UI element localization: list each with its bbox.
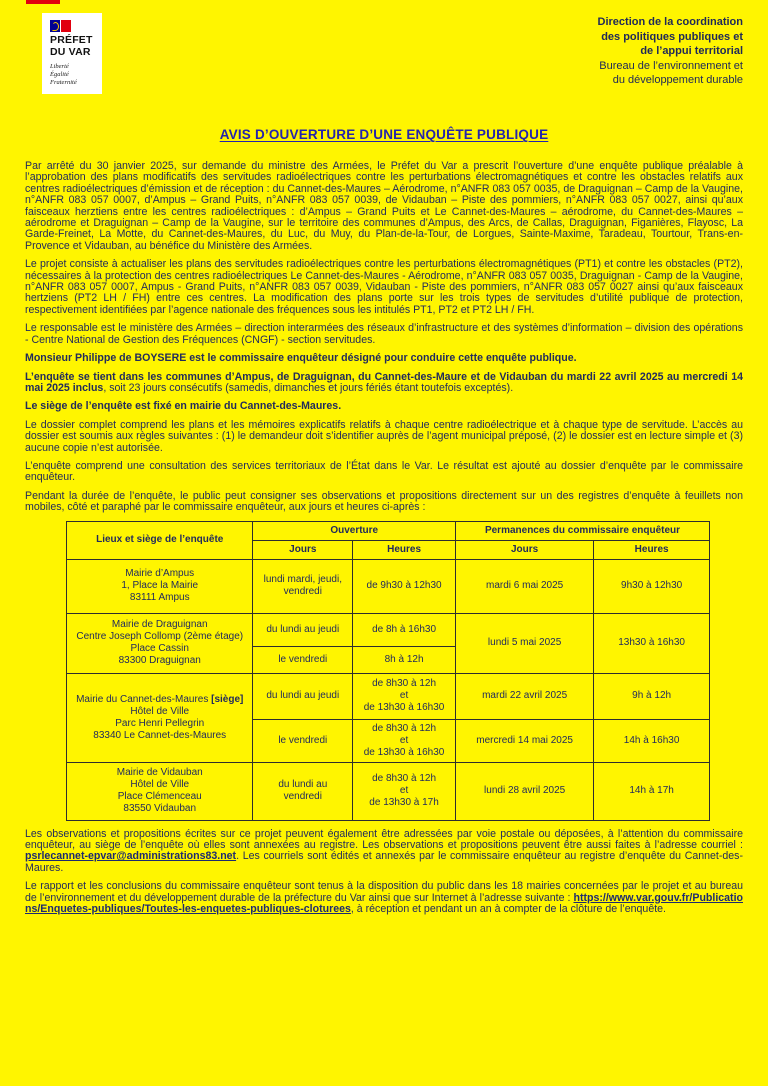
motto-liberte: Liberté <box>50 63 69 70</box>
vidauban-permanence-jours: lundi 28 avril 2025 <box>456 762 594 820</box>
draguignan-permanence-heures: 13h30 à 16h30 <box>594 613 710 673</box>
paragraph-siege <box>25 401 743 412</box>
cannet-ouverture-jours-1: du lundi au jeudi <box>253 673 353 719</box>
motto-fraternite: Fraternité <box>50 79 77 86</box>
cannet-heures2-line1: de 8h30 à 12h <box>372 722 437 734</box>
table-row-ampus <box>67 559 710 613</box>
header-lieux: Lieux et siège de l’enquête <box>67 521 253 559</box>
email-link[interactable]: psrlecannet-epvar@administrations83.net <box>25 850 237 863</box>
table-row-draguignan-1 <box>67 613 710 646</box>
flag-red-block <box>61 20 71 32</box>
draguignan-ouverture-jours-2: le vendredi <box>253 646 353 673</box>
scan-artifact-mark <box>26 0 60 4</box>
cannet-permanence-heures-2: 14h à 16h30 <box>594 719 710 762</box>
draguignan-address <box>67 613 253 673</box>
paragraph-commissaire <box>25 353 743 364</box>
paragraph-rapport <box>25 881 743 915</box>
paragraph-projet: Le projet consiste à actualiser les plans des servitudes radioélectriques contre les perturbations électromagnétiques (PT1) et contre les obstacles (PT2), nécessaires à la protection des centres radioélectriques Le Cannet-des-Maures - Aérodrome, n°ANFR 083 057 0035, Draguignan - Camp de la Vaugine, n°ANFR 083 057 0007, Ampus - Grand Puits, n°ANFR 083 057 0039, Vidauban - Piste des pommiers, n°ANFR 083 057 0027 ainsi qu’aux faisceaux hertziens (PT2 LH / FH) entre ces centres. La modification des plans porte sur les trois types de servitudes d’utilité publique de protection, respectivement identifiées par l’agence nationale des fréquences sous les intitulés PT1, PT2 et PT2 LH / FH. <box>25 258 743 316</box>
header-ouverture-jours: Jours <box>253 540 353 559</box>
header-permanences-jours: Jours <box>456 540 594 559</box>
paragraph-dates-enquete <box>25 372 743 395</box>
paragraph-responsable: Le responsable est le ministère des Armées – direction interarmées des réseaux d’infrastructure et des systèmes d’information – division des opérations - Centre National de Gestion des Fréquences (CNGF) - section servitudes. <box>25 322 743 346</box>
vidauban-heures-line1: de 8h30 à 12h <box>372 773 437 785</box>
vidauban-address <box>67 762 253 820</box>
cannet-heures2-line3: de 13h30 à 16h30 <box>363 746 445 758</box>
cannet-permanence-heures-1: 9h à 12h <box>594 673 710 719</box>
vidauban-address-line2: Hôtel de Ville <box>130 779 190 791</box>
flag-blue-block <box>50 20 60 32</box>
service-line-4: Bureau de l’environnement et <box>599 59 743 72</box>
draguignan-ouverture-heures-1: de 8h à 16h30 <box>353 613 456 646</box>
service-line-5: du développement durable <box>612 74 743 86</box>
issuing-service-block <box>598 13 743 88</box>
cannet-permanence-jours-2: mercredi 14 mai 2025 <box>456 719 594 762</box>
draguignan-ouverture-jours-1: du lundi au jeudi <box>253 613 353 646</box>
notice-body <box>25 161 743 915</box>
schedule-table <box>66 521 710 821</box>
paragraph-arrete: Par arrêté du 30 janvier 2025, sur demande du ministre des Armées, le Préfet du Var a prescrit l’ouverture d’une enquête publique préalable à l’approbation des plans modificatifs des servitudes radioélectriques contre les perturbations électromagnétiques et contre les obstacles relatifs aux centres radioélectriques d’émission et de réception : du Cannet-des-Maures – Aérodrome, n°ANFR 083 057 0035, de Draguignan – Camp de la Vaugine, n°ANFR 083 057 0007, d’Ampus – Grand Puits, n°ANFR 083 057 0039, de Vidauban – Piste des pommiers, n°ANFR 083 057 0027, ainsi qu’aux faisceaux herztiens entre les centres radioélectriques : d’Ampus – Grand Puits et Le Cannet-des-Maures – aérodrome, du Cannet-des-Maures – aérodrome et Draguignan – Camp de la Vaugine, sur le territoire des communes d’Ampus, des Arcs, de Callas, Draguignan, Figanières, Flayosc, La Garde-Freinet, La Motte, du Cannet-des-Maures, du Luc, du Muy, du Plan-de-la-Tour, de Lorgues, Sainte-Maxime, Taradeau, Tourtour, Trans-en-Provence et Vidauban, au bénéfice du Ministère des Armées. <box>25 160 743 252</box>
publication-url-link[interactable]: https://www.var.gouv.fr/Publications/Enquetes-publiques/Toutes-les-enquetes-publiques-cloturees <box>25 891 743 915</box>
vidauban-heures-line3: de 13h30 à 17h <box>369 797 439 809</box>
draguignan-address-line4: 83300 Draguignan <box>118 655 201 667</box>
dates-enquete-rest: , soit 23 jours consécutifs (samedis, dimanches et jours fériés étant toutefois exceptés). <box>103 381 514 394</box>
paragraph-registres: Pendant la durée de l’enquête, le public peut consigner ses observations et propositions directement sur un des registres d’enquête à feuillets non mobiles, côté et paraphé par le commissaire enquêteur, aux jours et heures ci-après : <box>25 489 743 514</box>
motto-egalite: Égalité <box>50 71 69 78</box>
rapport-text-before: Le rapport et les conclusions du commissaire enquêteur sont tenus à la disposition du public dans les 18 mairies concernées par le projet et au bureau de l’environnement et du développement durable de la préfecture du Var ainsi que sur Internet à l’adresse suivante : <box>25 880 743 904</box>
vidauban-ouverture-heures <box>353 762 456 820</box>
logo-motto <box>50 63 102 87</box>
service-line-2: des politiques publiques et <box>601 30 743 43</box>
cannet-address <box>67 673 253 762</box>
cannet-address-name: Mairie du Cannet-des-Maures <box>76 693 212 705</box>
rapport-text-after: , à réception et pendant un an à compter de la clôture de l’enquête. <box>350 903 666 915</box>
service-line-1: Direction de la coordination <box>597 16 743 28</box>
dates-enquete-bold: L’enquête se tient dans les communes d’Ampus, de Draguignan, du Cannet-des-Maure et de Vidauban du mardi 22 avril 2025 au mercredi 14 mai 2025 inclus <box>25 370 743 394</box>
ampus-address-line3: 83111 Ampus <box>129 592 190 604</box>
ampus-ouverture-heures: de 9h30 à 12h30 <box>353 559 456 613</box>
vidauban-heures-line2: et <box>399 785 409 797</box>
header-ouverture: Ouverture <box>253 521 456 540</box>
logo-name-line1: PRÉFET <box>50 34 93 46</box>
ampus-address-line1: Mairie d’Ampus <box>125 568 195 580</box>
header-ouverture-heures: Heures <box>353 540 456 559</box>
service-line-3: de l’appui territorial <box>640 45 743 57</box>
cannet-address-line2: Hôtel de Ville <box>130 705 190 717</box>
cannet-permanence-jours-1: mardi 22 avril 2025 <box>456 673 594 719</box>
logo-name <box>50 35 102 58</box>
observations-text-before: Les observations et propositions écrites sur ce projet peuvent également être adressées par voie postale ou déposées, à l’attention du commissaire enquêteur, au siège de l’enquête où elles sont annexées au registre. Les observations et propositions peuvent être aussi faites à l’adresse courriel : <box>25 827 743 851</box>
vidauban-address-line1: Mairie de Vidauban <box>116 767 203 779</box>
draguignan-address-line2: Centre Joseph Collomp (2ème étage) <box>76 631 244 643</box>
document-header <box>25 0 743 94</box>
header-permanences: Permanences du commissaire enquêteur <box>456 521 710 540</box>
vidauban-address-line3: Place Clémenceau <box>117 791 202 803</box>
draguignan-ouverture-heures-2: 8h à 12h <box>353 646 456 673</box>
vidauban-address-line4: 83550 Vidauban <box>123 803 197 815</box>
draguignan-address-line1: Mairie de Draguignan <box>111 619 208 631</box>
draguignan-permanence-jours: lundi 5 mai 2025 <box>456 613 594 673</box>
prefet-du-var-logo <box>42 13 102 94</box>
draguignan-address-line3: Place Cassin <box>130 643 189 655</box>
paragraph-observations <box>25 829 743 875</box>
observations-text-after: . Les courriels sont édités et annexés par le commissaire enquêteur au registre d’enquête du Cannet-des-Maures. <box>25 850 743 874</box>
table-row-vidauban <box>67 762 710 820</box>
commissaire-name-text: Monsieur Philippe de BOYSERE est le commissaire enquêteur désigné pour conduire cette enquête publique. <box>25 352 577 365</box>
page-title: AVIS D’OUVERTURE D’UNE ENQUÊTE PUBLIQUE <box>219 127 549 142</box>
vidauban-permanence-heures: 14h à 17h <box>594 762 710 820</box>
ampus-address-line2: 1, Place la Mairie <box>121 580 199 592</box>
siege-text: Le siège de l’enquête est fixé en mairie du Cannet-des-Maures. <box>25 400 342 413</box>
cannet-address-line4: 83340 Le Cannet-des-Maures <box>93 729 227 741</box>
cannet-heures1-line1: de 8h30 à 12h <box>372 678 437 690</box>
ampus-permanence-jours: mardi 6 mai 2025 <box>456 559 594 613</box>
cannet-siege-tag: [siège] <box>211 693 244 705</box>
table-header-row-1 <box>67 521 710 540</box>
vidauban-ouverture-jours: du lundi au vendredi <box>253 762 353 820</box>
paragraph-dossier: Le dossier complet comprend les plans et les mémoires explicatifs relatifs à chaque centre radioélectrique et à chaque type de servitude. L’accès au dossier est soumis aux règles suivantes : (1) le demandeur doit s’identifier auprès de l’agent municipal préposé, (2) le dossier est en lecture simple et (3) aucune copie n’est autorisée. <box>25 418 743 454</box>
logo-name-line2: DU VAR <box>50 45 91 58</box>
cannet-heures2-line2: et <box>399 734 409 746</box>
french-flag-icon <box>50 20 102 32</box>
cannet-address-line3: Parc Henri Pellegrin <box>115 717 205 729</box>
cannet-heures1-line2: et <box>399 690 409 702</box>
cannet-address-line1 <box>72 694 247 706</box>
header-permanences-heures: Heures <box>594 540 710 559</box>
ampus-address <box>67 559 253 613</box>
cannet-ouverture-heures-2 <box>353 719 456 762</box>
paragraph-consultation: L’enquête comprend une consultation des services territoriaux de l’État dans le Var. Le résultat est ajouté au dossier d’enquête par le commissaire enquêteur. <box>25 459 743 484</box>
cannet-ouverture-heures-1 <box>353 673 456 719</box>
table-row-cannet-1 <box>67 673 710 719</box>
ampus-ouverture-jours: lundi mardi, jeudi, vendredi <box>253 559 353 613</box>
ampus-permanence-heures: 9h30 à 12h30 <box>594 559 710 613</box>
cannet-heures1-line3: de 13h30 à 16h30 <box>363 702 445 714</box>
cannet-ouverture-jours-2: le vendredi <box>253 719 353 762</box>
